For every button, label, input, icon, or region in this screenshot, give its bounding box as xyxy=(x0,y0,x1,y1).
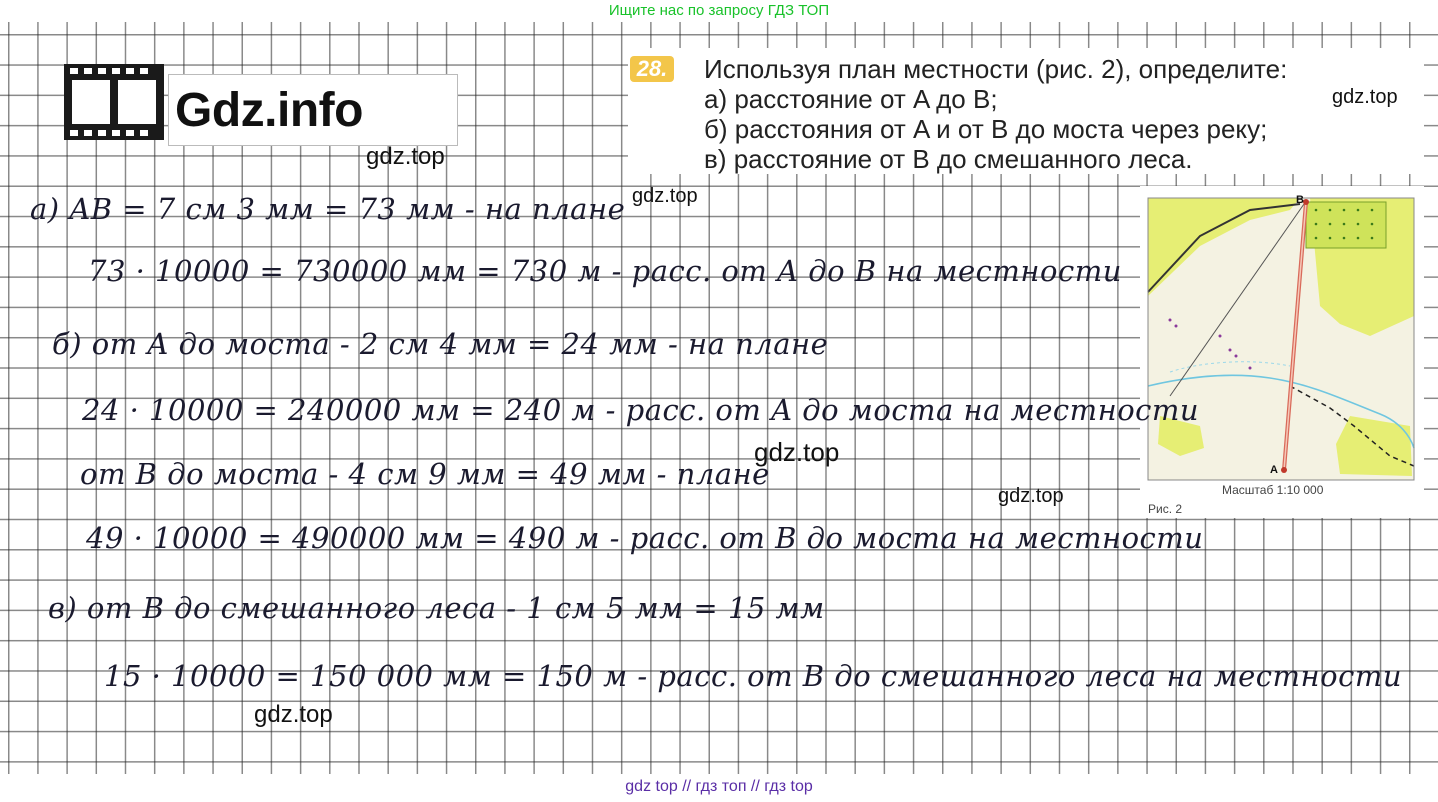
point-b-label: B xyxy=(1296,194,1304,206)
terrain-plan-figure xyxy=(1140,186,1424,518)
watermark: gdz.top xyxy=(1332,86,1398,108)
solution-line: 73 · 10000 = 730000 мм = 730 м - расс. от A до B на местности xyxy=(88,254,1122,288)
site-logo[interactable] xyxy=(64,62,460,146)
terrain-map xyxy=(1140,186,1424,518)
watermark: gdz.top xyxy=(254,701,333,728)
watermark: gdz.top xyxy=(754,437,840,467)
watermark: gdz.top xyxy=(998,485,1064,507)
scale-label: Масштаб 1:10 000 xyxy=(1222,483,1324,497)
figure-caption: Рис. 2 xyxy=(1148,502,1183,516)
solution-line: от B до моста - 4 см 9 мм = 49 мм - плане xyxy=(80,457,770,491)
point-a-label: A xyxy=(1270,464,1278,476)
watermark: gdz.top xyxy=(366,143,445,170)
solution-line: 15 · 10000 = 150 000 мм = 150 м - расс. от B до смешанного леса на местности xyxy=(104,659,1403,693)
solution-line: а) AB = 7 см 3 мм = 73 мм - на плане xyxy=(30,192,626,226)
task-line: в) расстояние от B до смешанного леса. xyxy=(704,144,1193,174)
solution-line: б) от A до моста - 2 см 4 мм = 24 мм - на плане xyxy=(52,327,829,361)
logo-text-box xyxy=(168,74,458,146)
logo-text: Gdz.info xyxy=(175,84,363,137)
task-line: Используя план местности (рис. 2), определите: xyxy=(704,54,1288,84)
footer-links[interactable]: gdz top // гдз топ // гдз top xyxy=(625,778,813,795)
solution-line: 49 · 10000 = 490000 мм = 490 м - расс. от B до моста на местности xyxy=(86,521,1204,555)
film-strip-icon xyxy=(64,64,164,140)
solution-line: 24 · 10000 = 240000 мм = 240 м - расс. от A до моста на местности xyxy=(82,393,1200,427)
top-banner[interactable]: Ищите нас по запросу ГДЗ ТОП xyxy=(608,2,830,19)
task-statement xyxy=(628,48,1424,174)
watermark: gdz.top xyxy=(632,185,698,207)
task-line: а) расстояние от A до B; xyxy=(704,84,998,114)
task-line: б) расстояния от A и от B до моста через реку; xyxy=(704,114,1268,144)
solution-line: в) от B до смешанного леса - 1 см 5 мм = 15 мм xyxy=(48,591,825,625)
task-number: 28. xyxy=(630,56,674,82)
